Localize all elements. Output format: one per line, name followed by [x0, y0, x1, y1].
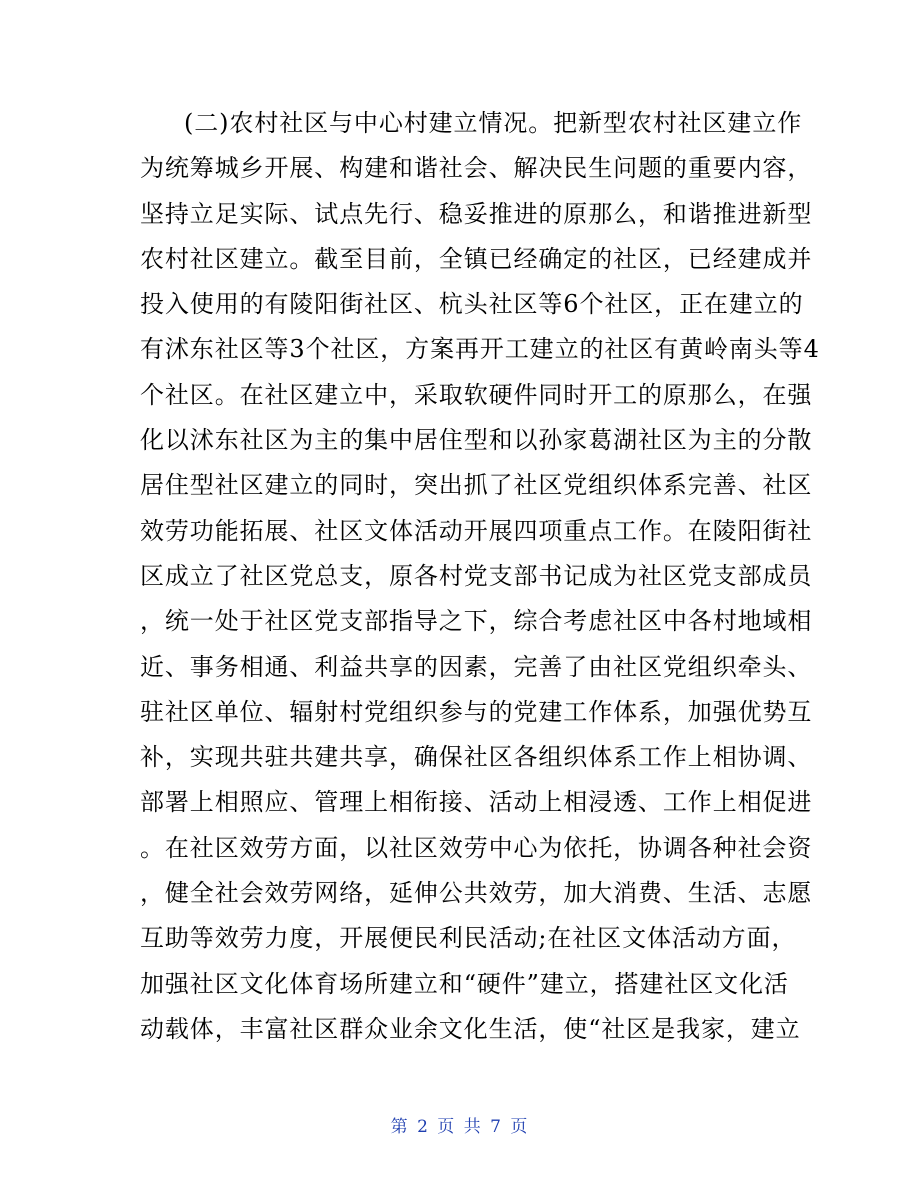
text-line: 效劳功能拓展、社区文体活动开展四项重点工作。在陵阳街社 [140, 516, 813, 545]
text-line: 投入使用的有陵阳街社区、杭头社区等6个社区，正在建立的 [140, 290, 804, 319]
page-number-footer: 第 2 页 共 7 页 [390, 1117, 530, 1137]
text-line: 。在社区效劳方面，以社区效劳中心为依托，协调各种社会资 [140, 833, 813, 862]
text-line: 为统筹城乡开展、构建和谐社会、解决民生问题的重要内容， [140, 154, 813, 183]
text-line: 动载体，丰富社区群众业余文化生活，使“社区是我家，建立 [140, 1014, 801, 1043]
text-line: 化以沭东社区为主的集中居住型和以孙家葛湖社区为主的分散 [140, 426, 813, 455]
text-line: ，健全社会效劳网络，延伸公共效劳，加大消费、生活、志愿 [140, 879, 813, 908]
text-line: 有沭东社区等3个社区，方案再开工建立的社区有黄岭南头等4 [140, 335, 820, 364]
text-line: 居住型社区建立的同时，突出抓了社区党组织体系完善、社区 [140, 471, 813, 500]
text-line: 农村社区建立。截至目前，全镇已经确定的社区，已经建成并 [140, 244, 813, 273]
text-line: 补，实现共驻共建共享，确保社区各组织体系工作上相协调、 [140, 743, 813, 772]
body-paragraph [140, 101, 820, 1052]
text-line: 互助等效劳力度，开展便民利民活动;在社区文体活动方面， [140, 924, 797, 953]
text-line: ，统一处于社区党支部指导之下，综合考虑社区中各村地域相 [140, 607, 813, 636]
text-line: 区成立了社区党总支，原各村党支部书记成为社区党支部成员 [140, 561, 813, 590]
text-line: 部署上相照应、管理上相衔接、活动上相浸透、工作上相促进 [140, 788, 813, 817]
text-line: 近、事务相通、利益共享的因素，完善了由社区党组织牵头、 [140, 652, 813, 681]
text-line: 加强社区文化体育场所建立和“硬件”建立，搭建社区文化活 [140, 969, 789, 998]
text-line: 坚持立足实际、试点先行、稳妥推进的原那么，和谐推进新型 [140, 199, 813, 228]
text-line: 驻社区单位、辐射村党组织参与的党建工作体系，加强优势互 [140, 697, 813, 726]
text-line: (二)农村社区与中心村建立情况。把新型农村社区建立作 [184, 109, 803, 137]
text-line: 个社区。在社区建立中，采取软硬件同时开工的原那么，在强 [140, 380, 813, 409]
